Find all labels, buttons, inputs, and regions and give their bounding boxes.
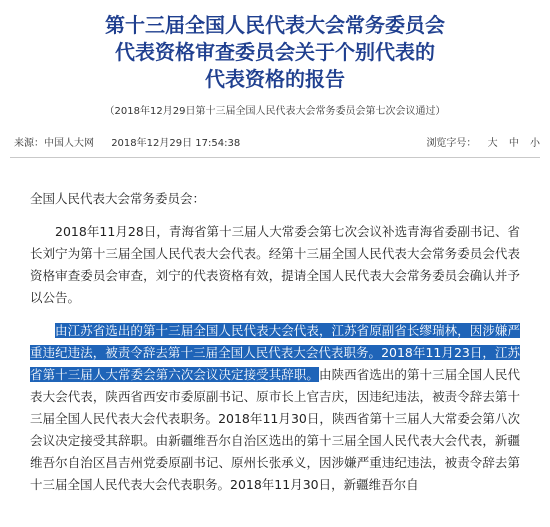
font-size-large[interactable]: 大 bbox=[487, 138, 498, 149]
paragraph: 2018年11月28日，青海省第十三届人大常委会第七次会议补选青海省委副书记、省长刘宁为第十三届全国人民代表大会代表。经第十三届全国人民代表大会常务委员会代表资格审查委员会审查，刘宁的代表资格有效，提请全国人民代表大会常务委员会确认并予以公告。 bbox=[30, 224, 520, 305]
page-subtitle: （2018年12月29日第十三届全国人民代表大会常务委员会第七次会议通过） bbox=[104, 106, 446, 117]
page-title-line1: 第十三届全国人民代表大会常务委员会 bbox=[105, 13, 445, 37]
divider bbox=[10, 157, 540, 158]
source-label: 来源： bbox=[14, 138, 44, 149]
font-size-label: 浏览字号： bbox=[426, 138, 477, 149]
font-size-medium[interactable]: 中 bbox=[508, 138, 519, 149]
paragraph bbox=[30, 320, 520, 496]
text-selection-highlight[interactable]: 由江苏省选出的第十三届全国人民代表大会代表，江苏省原副省长缪瑞林，因涉嫌严重违纪违法，被责令辞去第十三届全国人民代表大会代表职务。2018年11月23日，江苏省第十三届人大常委会第六次会议决定接受其辞职。 bbox=[30, 323, 520, 382]
font-size-selector bbox=[426, 134, 540, 149]
salutation: 全国人民代表大会常务委员会： bbox=[30, 191, 206, 206]
page-title-line3: 代表资格的报告 bbox=[205, 67, 345, 91]
source-name: 中国人大网 bbox=[44, 138, 94, 149]
paragraph-text: 由陕西省选出的第十三届全国人民代表大会代表，陕西省西安市委原副书记、原市长上官吉庆，因违纪违法，被责令辞去第十三届全国人民代表大会代表职务。2018年11月30日，陕西省第十三届人大常委会第八次会议决定接受其辞职。由新疆维吾尔自治区选出的第十三届全国人民代表大会代表，新疆维吾尔自治区昌吉州党委原副书记、原州长张承义，因涉嫌严重违纪违法，被责令辞去第十三届全国人民代表大会代表职务。2018年11月30日，新疆维吾尔自 bbox=[30, 367, 520, 492]
font-size-small[interactable]: 小 bbox=[530, 138, 540, 149]
publish-datetime: 2018年12月29日 17:54:38 bbox=[111, 138, 241, 149]
page-title-line2: 代表资格审查委员会关于个别代表的 bbox=[115, 40, 435, 64]
article-meta bbox=[14, 134, 540, 152]
article-body bbox=[30, 188, 520, 496]
